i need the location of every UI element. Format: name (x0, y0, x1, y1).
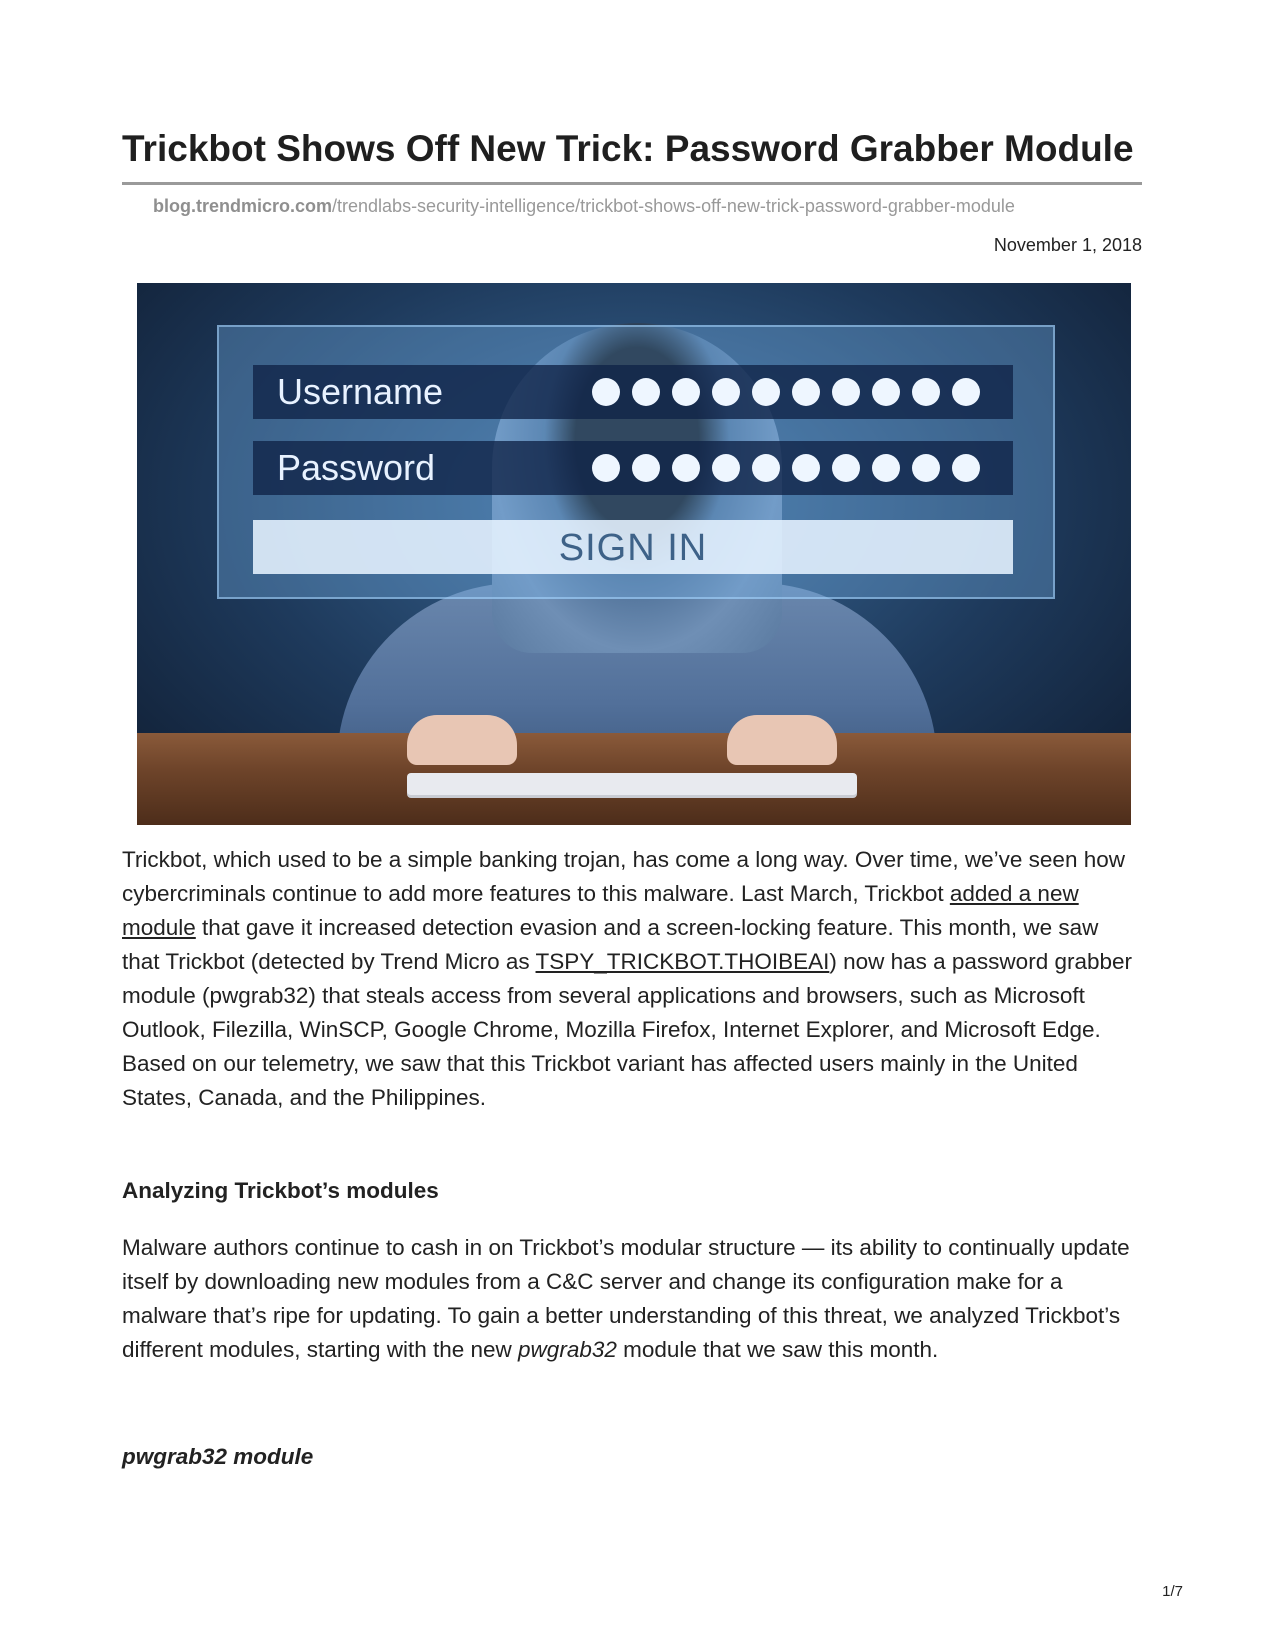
added-new-module-link[interactable]: added a new module (122, 881, 1079, 940)
modules-text-1: Malware authors continue to cash in on Trickbot’s modular structure — its ability to continually update itself by downloading new modules from a C&C server and change its configuration make for a malware that’s ripe for updating. To gain a better understanding of this threat, we analyzed Trickbot’s different modules, starting with the new (122, 1235, 1130, 1362)
page-number: 1/7 (1162, 1583, 1183, 1600)
sign-in-button-graphic: SIGN IN (253, 520, 1013, 574)
username-masked-dots (592, 365, 980, 419)
source-url-path: /trendlabs-security-intelligence/trickbot-shows-off-new-trick-password-grabber-module (332, 196, 1015, 216)
left-hand (407, 715, 517, 765)
right-hand (727, 715, 837, 765)
pwgrab32-emphasis: pwgrab32 (518, 1337, 617, 1362)
password-label: Password (277, 447, 436, 488)
username-label: Username (277, 371, 444, 412)
intro-text-3: ) now has a password grabber module (pwgrab32) that steals access from several applications and browsers, such as Microsoft Outlook, Filezilla, WinSCP, Google Chrome, Mozilla Firefox, Internet Explorer, and Microsoft Edge. Based on our telemetry, we saw that this Trickbot variant has affected users mainly in the United States, Canada, and the Philippines. (122, 949, 1133, 1110)
keyboard (407, 773, 857, 795)
password-masked-dots (592, 441, 980, 495)
intro-text-1: Trickbot, which used to be a simple banking trojan, has come a long way. Over time, we’ve seen how cybercriminals continue to add more features to this malware. Last March, Trickbot (122, 847, 1125, 906)
publish-date: November 1, 2018 (993, 235, 1142, 255)
section-heading-modules: Analyzing Trickbot’s modules (122, 1178, 439, 1203)
intro-paragraph (122, 843, 1142, 1115)
intro-text-2: that gave it increased detection evasion and a screen-locking feature. This month, we saw that Trickbot (detected by Trend Micro as (122, 915, 1099, 974)
modules-text-2: module that we saw this month. (616, 1337, 939, 1362)
section-heading-pwgrab32: pwgrab32 module (122, 1444, 314, 1469)
article-title: Trickbot Shows Off New Trick: Password Grabber Module (122, 128, 1134, 169)
hero-image-hacker-login (137, 283, 1131, 825)
source-url-host: blog.trendmicro.com (153, 196, 333, 216)
source-url[interactable] (153, 196, 1015, 217)
tspy-trickbot-link[interactable]: TSPY_TRICKBOT.THOIBEAI (535, 949, 830, 974)
title-divider (122, 182, 1142, 185)
modules-paragraph (122, 1231, 1142, 1367)
